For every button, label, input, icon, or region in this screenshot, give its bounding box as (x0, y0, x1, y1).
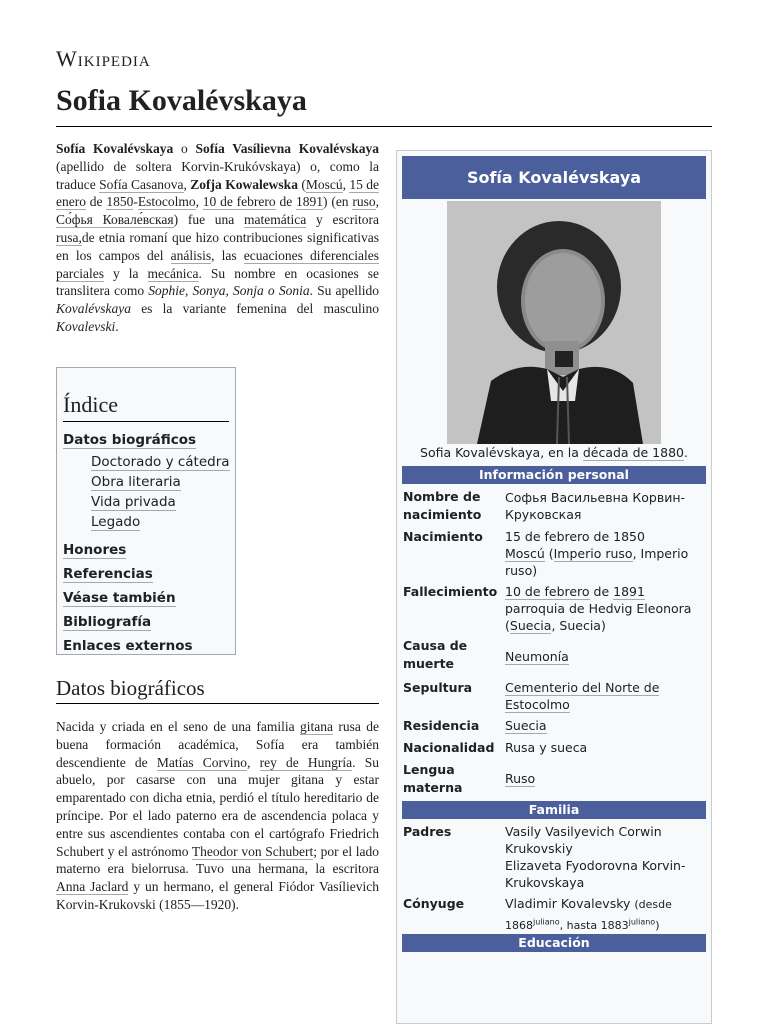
value-fallecimiento: 10 de febrero de 1891 parroquia de Hedvig Eleonora (Suecia, Suecia) (505, 584, 692, 633)
text: y un hermano, el general Fiódor Vasílievich Korvin-Krukovski (1855—1920). (56, 879, 379, 912)
toc-item-vida-privada[interactable]: Vida privada (91, 494, 176, 510)
death-place-rest: , Suecia) (551, 618, 606, 633)
wikipedia-logo[interactable]: Wikipedia (56, 46, 151, 71)
text: - (133, 194, 138, 210)
text: ( (297, 176, 306, 192)
text: . Su apellido (309, 283, 380, 299)
link-mecanica[interactable]: mecánica (147, 265, 199, 281)
text: es la variante femenina del masculino (130, 301, 379, 317)
toc-item-referencias[interactable]: Referencias (63, 566, 153, 582)
link-10-febrero[interactable]: 10 de febrero (202, 194, 276, 210)
text: , las (211, 247, 244, 263)
text: , (247, 754, 260, 770)
label-conyuge: Cónyuge (403, 896, 465, 911)
portrait-photo[interactable] (447, 201, 661, 444)
band-educacion: Educación (402, 934, 706, 952)
caption-text: . (683, 445, 688, 460)
text: ; por el lado materno era bielorrusa. Tuvo una hermana, la escritora (56, 843, 379, 877)
italic-text: Sophie, Sonya, Sonja o Sonia (148, 283, 310, 299)
text: . Su nombre en ocasiones se translitera como (56, 265, 379, 299)
italic-text: Kovalevski (56, 318, 116, 334)
section-heading: Datos biográficos (56, 676, 205, 700)
text: , (375, 194, 379, 210)
text: , (342, 176, 350, 192)
value-nombre-nacimiento: Софья Васильевна Корвин-Круковская (505, 490, 686, 522)
link-ecuaciones[interactable]: ecuaciones diferenciales parciales (56, 247, 379, 281)
link-cyrillic-name[interactable]: Со́фья Ковале́вская (56, 212, 174, 228)
caption-text: Sofia Kovalévskaya, en la (420, 445, 583, 460)
link-suecia-residencia[interactable]: Suecia (505, 718, 547, 733)
link-rusa[interactable]: rusa, (56, 229, 82, 245)
toc-divider (63, 421, 229, 422)
text: , (195, 194, 203, 210)
link-1850[interactable]: 1850 (106, 194, 134, 210)
band-informacion-personal: Información personal (402, 466, 706, 484)
text: y la (103, 265, 148, 281)
text: ) fue una (173, 212, 245, 228)
label-fallecimiento: Fallecimiento (403, 584, 498, 599)
link-neumonia[interactable]: Neumonía (505, 649, 569, 664)
spouse-name: Vladimir Kovalevsky (505, 896, 631, 911)
link-ruso[interactable]: ruso (352, 194, 376, 210)
value-sepultura (505, 679, 705, 713)
link-1891[interactable]: 1891 (296, 194, 324, 210)
link-imperio-ruso[interactable]: Imperio ruso (553, 546, 633, 561)
text: . (115, 318, 119, 334)
toc-item-datos-biograficos[interactable]: Datos biográficos (63, 432, 197, 448)
label-sepultura: Sepultura (403, 680, 473, 695)
value-lengua-materna (505, 770, 705, 787)
link-cementerio[interactable]: Cementerio del Norte de Estocolmo (505, 680, 660, 712)
text: de (275, 194, 297, 210)
value-nacimiento: 15 de febrero de 1850 Moscú (Imperio ruso, Imperio ruso) (505, 529, 689, 578)
name-bold: Sofía Kovalévskaya (56, 141, 174, 156)
label-lengua-materna: Lengua materna (403, 762, 463, 795)
label-padres: Padres (403, 824, 452, 839)
text: de (589, 584, 614, 599)
text: y escritora (306, 212, 379, 228)
table-of-contents (56, 367, 236, 655)
text: (apellido de soltera Korvin-Krukóvskaya) o, como la traduce (56, 158, 379, 192)
toc-item-legado[interactable]: Legado (91, 514, 141, 530)
value-padres (505, 823, 705, 891)
link-10-febrero-infobox[interactable]: 10 de febrero (505, 584, 590, 599)
label-nacimiento: Nacimiento (403, 529, 483, 544)
link-15-enero[interactable]: 15 de enero (56, 176, 380, 210)
link-gitana[interactable]: gitana (300, 719, 334, 734)
lead-paragraph (56, 140, 379, 336)
link-1891-infobox[interactable]: 1891 (613, 584, 645, 599)
infobox-header: Sofía Kovalévskaya (402, 156, 706, 199)
label-nombre-nacimiento: Nombre de nacimiento (403, 489, 482, 522)
father-name: Vasily Vasilyevich Corwin Krukovskiy (505, 824, 662, 856)
death-place: parroquia de Hedvig Eleonora (505, 601, 692, 616)
text: o (173, 141, 196, 156)
text: Nacida y criada en el seno de una familia (56, 719, 301, 734)
name-bold: Sofía Vasílievna Kovalévskaya (195, 141, 379, 156)
label-nacionalidad: Nacionalidad (403, 740, 495, 755)
value-nacionalidad: Rusa y sueca (505, 740, 588, 755)
toc-item-vease-tambien[interactable]: Véase también (63, 590, 176, 606)
toc-item-obra-literaria[interactable]: Obra literaria (91, 474, 181, 490)
toc-item-doctorado[interactable]: Doctorado y cátedra (91, 454, 230, 470)
link-moscu[interactable]: Moscú (305, 176, 343, 192)
link-analisis[interactable]: análisis (170, 247, 212, 263)
link-ruso-lengua[interactable]: Ruso (505, 771, 536, 786)
italic-text: Kovalévskaya (56, 301, 131, 317)
toc-item-enlaces-externos[interactable]: Enlaces externos (63, 638, 193, 654)
photo-caption (397, 445, 711, 460)
link-theodor-schubert[interactable]: Theodor von Schubert (191, 843, 314, 859)
link-suecia[interactable]: Suecia (509, 618, 552, 633)
link-moscu-infobox[interactable]: Moscú (505, 546, 545, 561)
link-matematica[interactable]: matemática (244, 212, 307, 228)
link-decada-1880[interactable]: década de 1880 (582, 445, 684, 460)
birth-date: 15 de febrero de 1850 (505, 529, 645, 544)
name-bold: Zofja Kowalewska (190, 176, 298, 192)
band-familia: Familia (402, 801, 706, 819)
value-causa-muerte (505, 648, 705, 665)
toc-title: Índice (63, 392, 118, 417)
link-estocolmo[interactable]: Estocolmo (137, 194, 196, 210)
toc-item-honores[interactable]: Honores (63, 542, 127, 558)
link-matias-corvino[interactable]: Matías Corvino (156, 754, 248, 770)
spouse-dates: (desde $1868^{juliano}$, hasta $1883^{juliano}$) (505, 898, 672, 932)
label-residencia: Residencia (403, 718, 480, 733)
link-anna-jaclard[interactable]: Anna Jaclard (56, 879, 129, 895)
section-divider (56, 703, 379, 704)
text: . Su abuelo, por casarse con una mujer gitana y estar emparentado con dicha etnia, perdió el título hereditario de príncipe. Por el lado paterno era de ascendencia polaca y entre sus ascendientes contaba con el cartógrafo Friedrich Schubert y el astrónomo (56, 754, 379, 859)
text: de (85, 194, 107, 210)
text: rusa de buena formación académica, Sofía era también descendiente de (56, 719, 379, 770)
toc-list (63, 428, 230, 658)
text: de etnia romaní que hizo contribuciones significativas en los campos del (56, 229, 379, 263)
birth-place-rest: , Imperio ruso) (505, 546, 689, 578)
portrait-illustration (447, 201, 661, 444)
section-paragraph (56, 718, 379, 914)
page-title: Sofia Kovalévskaya (56, 84, 307, 117)
mother-name: Elizaveta Fyodorovna Korvin-Krukovskaya (505, 858, 686, 890)
title-divider (56, 126, 712, 127)
infobox (396, 150, 712, 1024)
toc-item-bibliografia[interactable]: Bibliografía (63, 614, 152, 630)
label-causa-muerte: Causa de muerte (403, 638, 468, 671)
link-rey-hungria[interactable]: rey de Hungría (259, 754, 353, 770)
value-conyuge (505, 895, 705, 934)
text: , (183, 176, 191, 192)
value-residencia (505, 717, 705, 734)
link-sofia-casanova[interactable]: Sofía Casanova (99, 176, 184, 192)
text: ) (en (323, 194, 353, 210)
